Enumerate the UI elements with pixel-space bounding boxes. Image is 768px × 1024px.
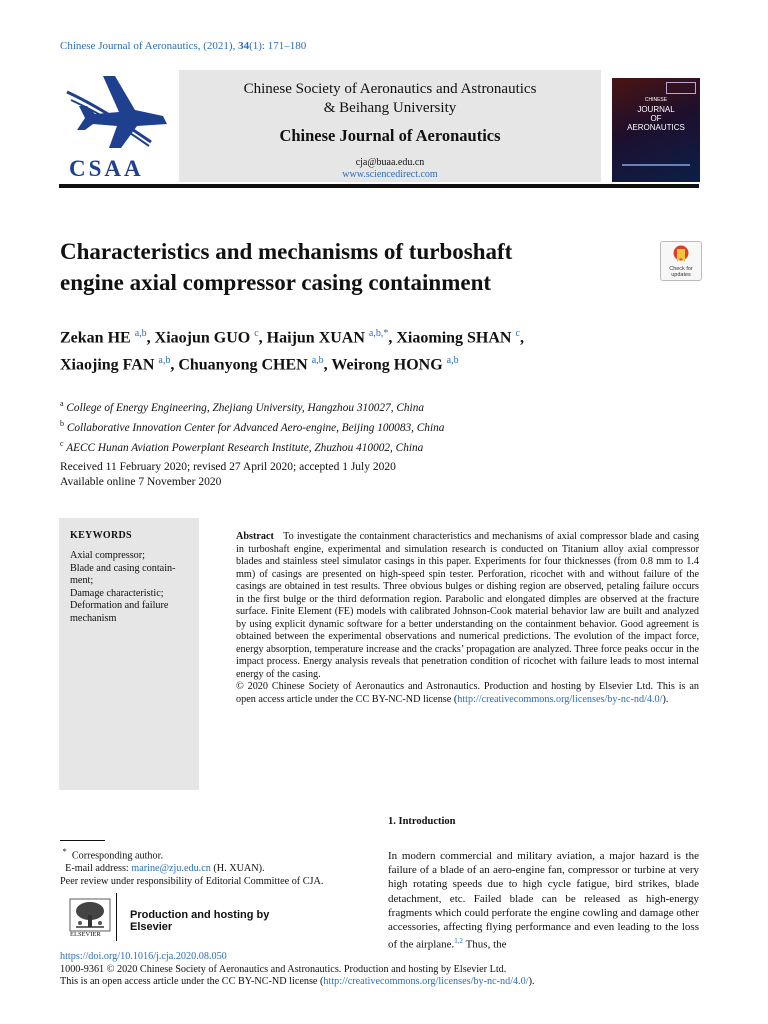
keyword-item: Deformation and failure mechanism (70, 600, 169, 624)
abstract-license-link[interactable]: http://creativecommons.org/licenses/by-nc-nd/4.0/ (457, 693, 663, 705)
citation-pages: (1): 171–180 (249, 40, 307, 52)
affiliation-text: College of Energy Engineering, Zhejiang University, Hangzhou 310027, China (66, 401, 424, 414)
bottom-info (60, 951, 710, 989)
keywords-heading: KEYWORDS (70, 530, 132, 541)
author-affiliation-marker[interactable]: a,b (134, 328, 147, 339)
production-hosting-text: Production and hosting by Elsevier (130, 909, 270, 933)
oa-text: This is an open access article under the CC BY-NC-ND license ( (60, 976, 324, 987)
abstract-label: Abstract (236, 531, 274, 542)
title-line-2: engine axial compressor casing containment (60, 270, 492, 295)
journal-cover-thumbnail (612, 78, 700, 182)
journal-citation[interactable] (60, 40, 306, 52)
author-name: Xiaojun GUO (154, 329, 251, 347)
introduction-tail: Thus, the (463, 938, 507, 951)
cover-line-4: AERONAUTICS (627, 123, 685, 132)
keyword-item: Blade and casing contain-ment; (70, 562, 176, 586)
journal-header-panel (179, 70, 601, 182)
author-name: Zekan HE (60, 329, 131, 347)
author-affiliation-marker[interactable]: a,b (158, 355, 171, 367)
citation-journal: Chinese Journal of Aeronautics, (2021), (60, 40, 239, 52)
affiliation-list (60, 396, 710, 455)
peer-review-note: Peer review under responsibility of Editorial Committee of CJA. (60, 876, 324, 888)
introduction-text: In modern commercial and military aviation, a major hazard is the failure of a blade of an aero-engine fan, compressor or turbine at very high rotating speeds due to high cycle fatigue, bird strikes, blade detachment, etc. Failed blade can be released as high-energy fragments which could perforate the engine cowling and damage other accessories, affecting flying performance and even leading to the loss of the airplane. (388, 850, 699, 951)
csaa-logo (59, 70, 179, 182)
author-affiliation-marker[interactable]: a,b (446, 355, 459, 367)
footnotes (60, 845, 370, 888)
open-access-line (60, 976, 710, 989)
cover-line-2: JOURNAL (637, 105, 675, 114)
journal-website-link[interactable]: www.sciencedirect.com (342, 169, 438, 180)
affiliation-item (60, 436, 710, 456)
elsevier-tree-icon (68, 897, 112, 933)
footnote-rule (60, 840, 105, 841)
affiliation-item (60, 416, 710, 436)
author-affiliation-marker[interactable]: a,b,* (368, 328, 389, 339)
abstract-copyright: © 2020 Chinese Society of Aeronautics and Astronautics. Production and hosting by Elsevier Ltd. This is an open access article under the CC BY-NC-ND license ( (236, 681, 699, 705)
introduction-body (388, 849, 699, 952)
author-name: Xiaojing FAN (60, 356, 155, 374)
citation-volume: 34 (238, 40, 250, 52)
abstract-text: To investigate the containment characteristics and mechanisms of axial compressor blade and casing in turboshaft engine, experimental and simulation research is conducted on Titanium alloy axial compressor blades and stainless steel simulator casings in this paper. Experiments for four thicknesses (from 0.8 mm to 1.4 mm) of casings are presented on high-speed spin tester. Perforation, ricochet with and without failure of the casings are obtained in test results. Three obvious bulges or dishing region are observed, petaling failure occurs in the first bulge or the third deformation region. Parabolic and elongated dimples are observed at the fracture surface. Finite Element (FE) models with calibrated Johnson-Cook material behavior law are built and analyzed by using explicit dynamic software for a better understanding on the containment behavior. Good agreement is obtained between the experimental observations and numerical predictions. The evolution of the impact force, energy absorption, temperature increase and the cracks’ propagation are analyzed. Three force peaks occur in the impact process. Energy analysis reveals that penetration condition of ricochet with failure leads to most internal energy of the casing. (236, 531, 699, 680)
society-line-2: & Beihang University (323, 100, 457, 116)
bookmark-icon (673, 245, 689, 265)
keyword-item: Axial compressor; (70, 550, 145, 561)
article-title (60, 236, 620, 298)
cover-line-3: OF (650, 114, 662, 123)
logo-wordmark: CSAA (69, 156, 144, 181)
check-for-updates-button[interactable] (660, 241, 702, 281)
reference-link[interactable]: 1,2 (454, 937, 464, 946)
corresponding-author-note: * Corresponding author. (62, 846, 164, 862)
author-separator: , (258, 329, 267, 347)
author-separator: , (388, 329, 397, 347)
elsevier-divider (116, 893, 117, 941)
author-separator: , (146, 329, 155, 347)
author-name: Weirong HONG (331, 356, 443, 374)
email-author-name: (H. XUAN). (210, 863, 265, 875)
author-list (60, 322, 710, 377)
received-dates: Received 11 February 2020; revised 27 April 2020; accepted 1 July 2020 (60, 461, 396, 473)
introduction-heading: 1. Introduction (388, 816, 456, 827)
affiliation-marker: b (60, 418, 64, 428)
author-name: Chuanyong CHEN (178, 356, 308, 374)
corresponding-text: Corresponding author. (71, 850, 164, 862)
society-name (179, 80, 601, 118)
cover-badge (666, 82, 696, 94)
abstract-copyright-end: ). (662, 693, 669, 705)
bottom-license-link[interactable]: http://creativecommons.org/licenses/by-nc-nd/4.0/ (323, 976, 529, 987)
article-dates (60, 460, 396, 490)
masthead-rule (59, 184, 699, 188)
affiliation-text: Collaborative Innovation Center for Advanced Aero-engine, Beijing 100083, China (66, 421, 445, 434)
author-affiliation-marker[interactable]: c (254, 328, 259, 339)
keywords-panel (59, 518, 199, 790)
keyword-item: Damage characteristic; (70, 587, 164, 599)
online-date: Available online 7 November 2020 (60, 476, 222, 488)
keywords-list (70, 550, 194, 625)
issn-line: 1000-9361 © 2020 Chinese Society of Aeronautics and Astronautics. Production and hosting by Elsevier Ltd. (60, 963, 507, 975)
check-updates-label: Check for updates (669, 266, 693, 278)
elsevier-caption: ELSEVIER (70, 931, 101, 938)
journal-name: Chinese Journal of Aeronautics (279, 126, 501, 145)
author-separator: , (323, 356, 332, 374)
cover-title (612, 96, 700, 132)
author-name: Xiaoming SHAN (396, 329, 512, 347)
author-affiliation-marker[interactable]: c (515, 328, 520, 339)
author-affiliation-marker[interactable]: a,b (311, 355, 324, 367)
affiliation-item (60, 396, 710, 416)
society-line-1: Chinese Society of Aeronautics and Astronautics (243, 81, 537, 97)
abstract-section (236, 531, 699, 706)
cover-stripe (622, 164, 690, 166)
oa-end: ). (528, 976, 535, 987)
affiliation-text: AECC Hunan Aviation Powerplant Research Institute, Zhuzhou 410002, China (66, 441, 424, 454)
author-separator: , (170, 356, 179, 374)
email-note (60, 862, 370, 875)
author-email-link[interactable]: marine@zju.edu.cn (131, 863, 211, 875)
cover-line-1: CHINESE (644, 97, 668, 103)
author-name: Haijun XUAN (266, 329, 365, 347)
doi-link[interactable]: https://doi.org/10.1016/j.cja.2020.08.050 (60, 951, 227, 962)
elsevier-production-box (60, 893, 312, 941)
affiliation-marker: c (60, 438, 64, 448)
title-line-1: Characteristics and mechanisms of turboshaft (60, 239, 513, 264)
affiliation-marker: a (60, 399, 64, 408)
author-separator: , (519, 329, 524, 347)
journal-masthead (59, 70, 699, 182)
journal-email: cja@buaa.edu.cn (355, 157, 425, 168)
email-label: E-mail address: (65, 863, 132, 875)
